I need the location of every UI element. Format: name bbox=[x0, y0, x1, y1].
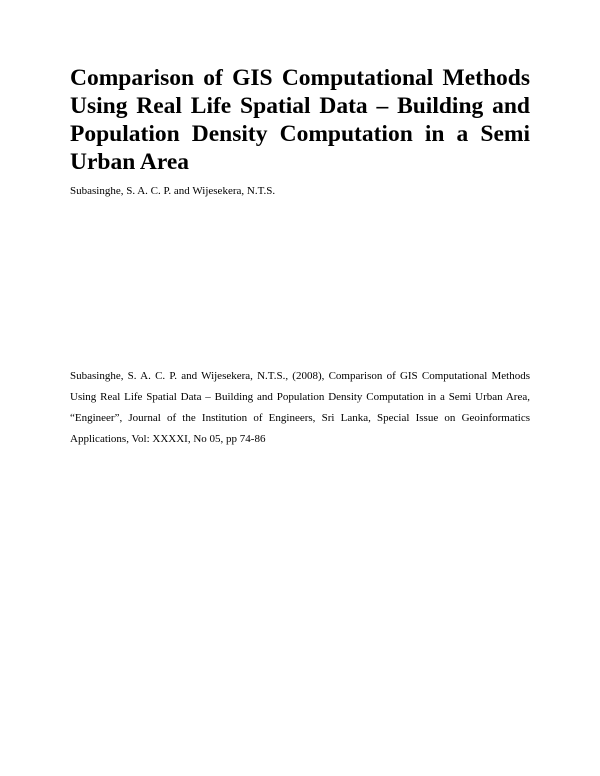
paper-title: Comparison of GIS Computational Methods Using Real Life Spatial Data – Building and Population Density Computation in a Semi Urban Area bbox=[70, 65, 530, 175]
paper-authors: Subasinghe, S. A. C. P. and Wijesekera, N.T.S. bbox=[70, 185, 276, 197]
citation-paragraph: Subasinghe, S. A. C. P. and Wijesekera, N.T.S., (2008), Comparison of GIS Computational Methods Using Real Life Spatial Data – Building and Population Density Computation in a Semi Urban Area, “Engineer”, Journal of the Institution of Engineers, Sri Lanka, Special Issue on Geoinformatics Applications, Vol: XXXXI, No 05, pp 74-86 bbox=[70, 370, 530, 445]
